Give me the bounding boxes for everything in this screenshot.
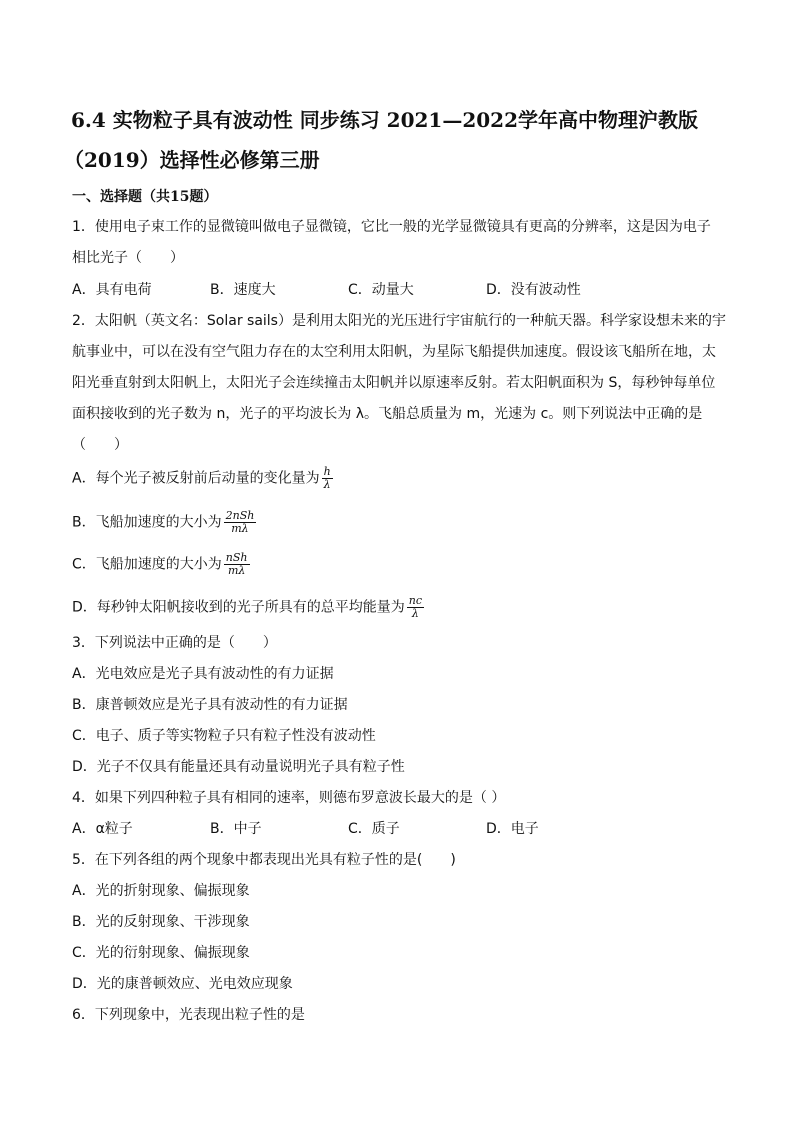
fraction-h-over-lambda (322, 466, 333, 491)
fraction-numerator: nc (408, 594, 423, 607)
fraction-denominator: λ (411, 607, 419, 620)
question-1-stem-line-2: 相比光子（ ） (72, 250, 184, 266)
document-title-line-1: 6.4 实物粒子具有波动性 同步练习 2021—2022学年高中物理沪教版 (71, 108, 699, 132)
question-2-stem-line-4: 面积接收到的光子数为 n，光子的平均波长为 λ。飞船总质量为 m，光速为 c。则下列说法中正确的是 (72, 406, 703, 422)
question-5-option-c[interactable]: C．光的衍射现象、偏振现象 (72, 945, 250, 961)
question-3-option-d[interactable]: D．光子不仅具有能量还具有动量说明光子具有粒子性 (72, 759, 405, 775)
fraction-2nsh-over-mlambda (224, 510, 257, 535)
question-3-option-c[interactable]: C．电子、质子等实物粒子只有粒子性没有波动性 (72, 728, 376, 744)
fraction-denominator: λ (323, 478, 331, 491)
question-6-stem: 6．下列现象中，光表现出粒子性的是 (72, 1007, 305, 1023)
question-2-option-c[interactable] (72, 552, 250, 577)
question-4-stem: 4．如果下列四种粒子具有相同的速率，则德布罗意波长最大的是（ ） (72, 790, 506, 806)
fraction-nc-over-lambda (407, 595, 424, 620)
question-1-option-a[interactable]: A．具有电荷 (72, 282, 152, 298)
question-2-stem-line-1: 2．太阳帆（英文名：Solar sails）是利用太阳光的光压进行宇宙航行的一种航天器。科学家设想未来的宇 (72, 313, 726, 329)
question-1-option-c[interactable]: C．动量大 (348, 282, 414, 298)
question-2-stem-line-5: （ ） (72, 437, 128, 453)
question-5-option-b[interactable]: B．光的反射现象、干涉现象 (72, 914, 250, 930)
fraction-nsh-over-mlambda (224, 552, 250, 577)
section-heading: 一、选择题（共15题） (72, 189, 218, 205)
question-2-stem-line-3: 阳光垂直射到太阳帆上，太阳光子会连续撞击太阳帆并以原速率反射。若太阳帆面积为 S，每秒钟每单位 (72, 375, 716, 391)
question-2-option-b-text: B．飞船加速度的大小为 (72, 514, 222, 531)
document-title-line-2: （2019）选择性必修第三册 (64, 148, 320, 172)
question-3-option-b[interactable]: B．康普顿效应是光子具有波动性的有力证据 (72, 697, 348, 713)
question-4-option-a[interactable]: A．α粒子 (72, 821, 133, 837)
question-1-option-b[interactable]: B．速度大 (210, 282, 276, 298)
fraction-numerator: nSh (225, 551, 248, 564)
question-2-option-c-text: C．飞船加速度的大小为 (72, 556, 222, 573)
question-5-option-a[interactable]: A．光的折射现象、偏振现象 (72, 883, 250, 899)
question-2-option-b[interactable] (72, 510, 256, 535)
fraction-numerator: h (323, 465, 331, 478)
question-4-option-b[interactable]: B．中子 (210, 821, 262, 837)
question-4-option-c[interactable]: C．质子 (348, 821, 400, 837)
fraction-denominator: mλ (227, 564, 246, 577)
question-5-stem: 5．在下列各组的两个现象中都表现出光具有粒子性的是( ) (72, 852, 456, 868)
question-4-option-d[interactable]: D．电子 (486, 821, 539, 837)
question-2-option-a[interactable] (72, 466, 333, 491)
question-2-option-d-text: D．每秒钟太阳帆接收到的光子所具有的总平均能量为 (72, 599, 405, 616)
question-2-stem-line-2: 航事业中，可以在没有空气阻力存在的太空利用太阳帆，为星际飞船提供加速度。假设该飞船所在地，太 (72, 344, 716, 360)
question-5-option-d[interactable]: D．光的康普顿效应、光电效应现象 (72, 976, 293, 992)
question-1-stem-line-1: 1．使用电子束工作的显微镜叫做电子显微镜，它比一般的光学显微镜具有更高的分辨率，这是因为电子 (72, 219, 711, 235)
question-2-option-a-text: A．每个光子被反射前后动量的变化量为 (72, 470, 320, 487)
fraction-numerator: 2nSh (225, 509, 255, 522)
question-3-stem: 3．下列说法中正确的是（ ） (72, 635, 277, 651)
fraction-denominator: mλ (231, 522, 249, 535)
question-1-option-d[interactable]: D．没有波动性 (486, 282, 581, 298)
question-2-option-d[interactable] (72, 595, 424, 620)
question-3-option-a[interactable]: A．光电效应是光子具有波动性的有力证据 (72, 666, 334, 682)
